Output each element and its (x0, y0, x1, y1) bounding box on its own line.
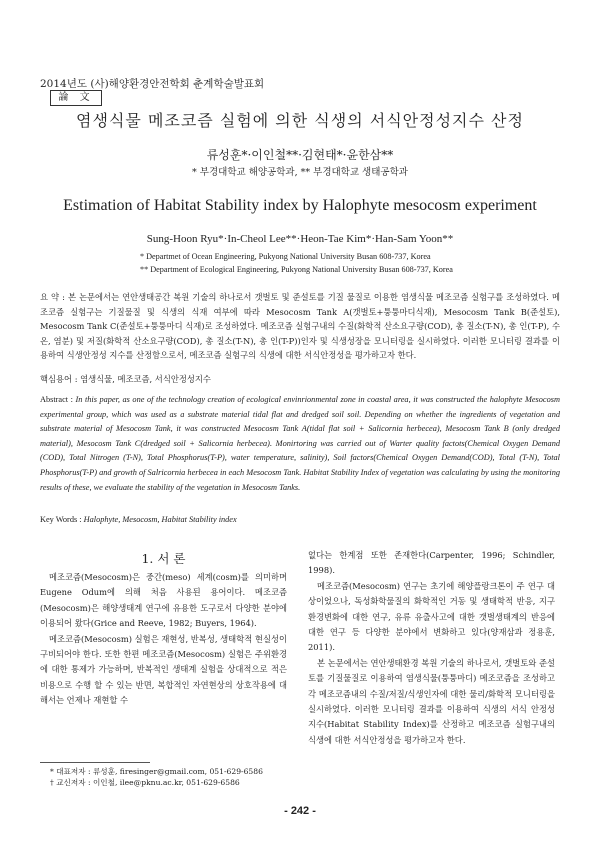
english-affiliation-2: ** Department of Ecological Engineering, Pukyong National University Busan 608-737, Korea (140, 265, 453, 274)
article-tag: 論 文 (50, 90, 102, 106)
right-paragraph-1: 없다는 한계점 또한 존재한다(Carpenter, 1996; Schindler, 1998). (308, 550, 555, 576)
korean-abstract (40, 290, 560, 363)
english-keywords (40, 513, 560, 528)
korean-keywords-text: 염생식물, 메조코즘, 서식안정성지수 (80, 374, 211, 384)
korean-affiliations: * 부경대학교 해양공학과, ** 부경대학교 생태공학과 (192, 167, 408, 178)
english-keywords-text: Halophyte, Mesocosm, Habitat Stability index (83, 515, 237, 524)
conference-name: 2014년도 (사)해양환경안전학회 춘계학술발표회 (40, 78, 265, 90)
footnote-rule (40, 762, 150, 763)
right-paragraph-3: 본 논문에서는 연안생태환경 복원 기술의 하나로서, 갯벌토와 준설토를 기질물질로 이용하여 염생식물(퉁퉁마디) 메조코즘을 조성하고 각 메조코즘내의 수질/저질/식생인자에 대한 물리/화학적 모니터링을 실시하였다. 이러한 모니터링 결과를 이용하여 식생의 서식 안정성 지수(Habitat Stability Index)를 산정하고 메조코즘 실험구내의 식생에 대한 서식안정성을 평가하고자 한다. (308, 657, 555, 745)
korean-abstract-text: 본 논문에서는 연안생태공간 복원 기술의 하나로서 갯벌토 및 준설토를 기질 물질로 이용한 염생식물 메조코즘 실험구를 조성하였다. 메조코즘 실험구는 기질물질 및 식생의 식재 여부에 따라 Mesocosm Tank A(갯벌토+퉁퉁마디식재), Mesocosm Tank B(준설토), Mesocosm Tank C(준설토+퉁퉁마디 식재)로 조성하였다. 메조코즘 실험구내의 수질(화학적 산소요구량(COD), 총 질소(T-N), 총 인(T-P), 수온, 염분) 및 저질(화학적 산소요구량(COD), 총 질소(T-N), 총 인(T-P))인자 및 식생성장을 모니터링을 실시하였다. 이러한 모니터링 결과를 이용하여 식생안정성 지수를 산정함으로서, 메조코즘 실험구의 식생에 대한 서식안정성을 평가하고자 한다. (40, 292, 561, 361)
korean-abstract-label: 요 약 : (40, 292, 65, 302)
english-abstract-text: In this paper, as one of the technology creation of ecological envinrionmental zone in coastal area, it was constructed the halophyte Mesocosm experimental group, which was used as a substrate material tidal flat and dredged soil soil. Depending on whether the ingredients of vegetation and substrate material of Mesocosm Tank, it was constructed Mesocosm Tank A(tidal flat soil + Salicornia herbecea), Mesocosm Tank B (only dredged material), Mesocosm Tank C(dredged soil + Salicornia herbecea). Monirtoring was carried out of Warter quality factots(Chemical Oxygen Demand (COD), Total Nitrogen (T-N), Total Phosphorus(T-P), water temperature, salinity), Soil factors(Chemical Oxygen Demand(COD), Total (T-N), Total Phosphorus(T-P) and growth of Salricornia herbecea in each Mesocosm Tank. Habitat Stability Index of vegetation was calculating by using the monitoring results of these, we evaluate the stability of the vegetation in Mesocosm Tanks. (40, 395, 560, 492)
korean-authors: 류성훈*·이인철**·김현태*·윤한삼** (206, 148, 394, 162)
korean-keywords-label: 핵심용어 : (40, 374, 78, 384)
korean-title: 염생식물 메조코즘 실험에 의한 식생의 서식안정성지수 산정 (76, 111, 524, 130)
english-abstract (40, 393, 560, 495)
left-paragraph-1: 메조코즘(Mesocosm)은 중간(meso) 세계(cosm)를 의미하며 Eugene Odum에 의해 처음 사용된 용어이다. 메조코즘(Mesocosm)은 해양생태계 연구에 유용한 도구로서 다양한 분야에 이용되어 왔다(Grice and Reeve, 1982; Buyers, 1964). (40, 572, 287, 629)
section-title: 1. 서 론 (141, 551, 186, 566)
korean-keywords (40, 372, 560, 387)
english-keywords-label: Key Words : (40, 515, 82, 524)
page-number: - 242 - (284, 805, 316, 817)
right-paragraph-2: 메조코즘(Mesocosm) 연구는 초기에 해양플랑크톤이 주 연구 대상이었으나, 독성화학물질의 화학적인 거동 및 생태학적 반응, 지구환경변화에 대한 연구, 유류 유출사고에 대한 갯벌생태계의 반응에 대한 연구 등 다양한 분야에서 변화하고 있다(양재삼과 정용훈, 2011). (308, 580, 555, 653)
left-paragraph-2: 메조코즘(Mesocosm) 실험은 재현성, 반복성, 생태학적 현실성이 구비되어야 한다. 또한 한편 메조코즘(Mesocosm) 실험은 주위환경에 대한 통제가 가능하며, 반복적인 생태계 실험을 상대적으로 적은 비용으로 수행 할 수 있는 반면, 복합적인 자연현상의 상호작용에 대해서는 언제나 재현할 수 (40, 633, 287, 706)
english-authors: Sung-Hoon Ryu*·In-Cheol Lee**·Heon-Tae Kim*·Han-Sam Yoon** (146, 233, 454, 245)
left-column (40, 570, 287, 709)
right-column (308, 548, 555, 748)
english-abstract-label: Abstract : (40, 395, 73, 404)
footnote-lead-author: * 대표저자 : 류성훈, firesinger@gmail.com, 051-629-6586 (50, 767, 263, 776)
footnote-corresponding-author: † 교신저자 : 이인철, ilee@pknu.ac.kr, 051-629-6586 (50, 778, 240, 787)
english-title: Estimation of Habitat Stability index by Halophyte mesocosm experiment (63, 197, 537, 214)
english-affiliation-1: * Departmet of Ocean Engineering, Pukyong National University Busan 608-737, Korea (140, 252, 431, 261)
